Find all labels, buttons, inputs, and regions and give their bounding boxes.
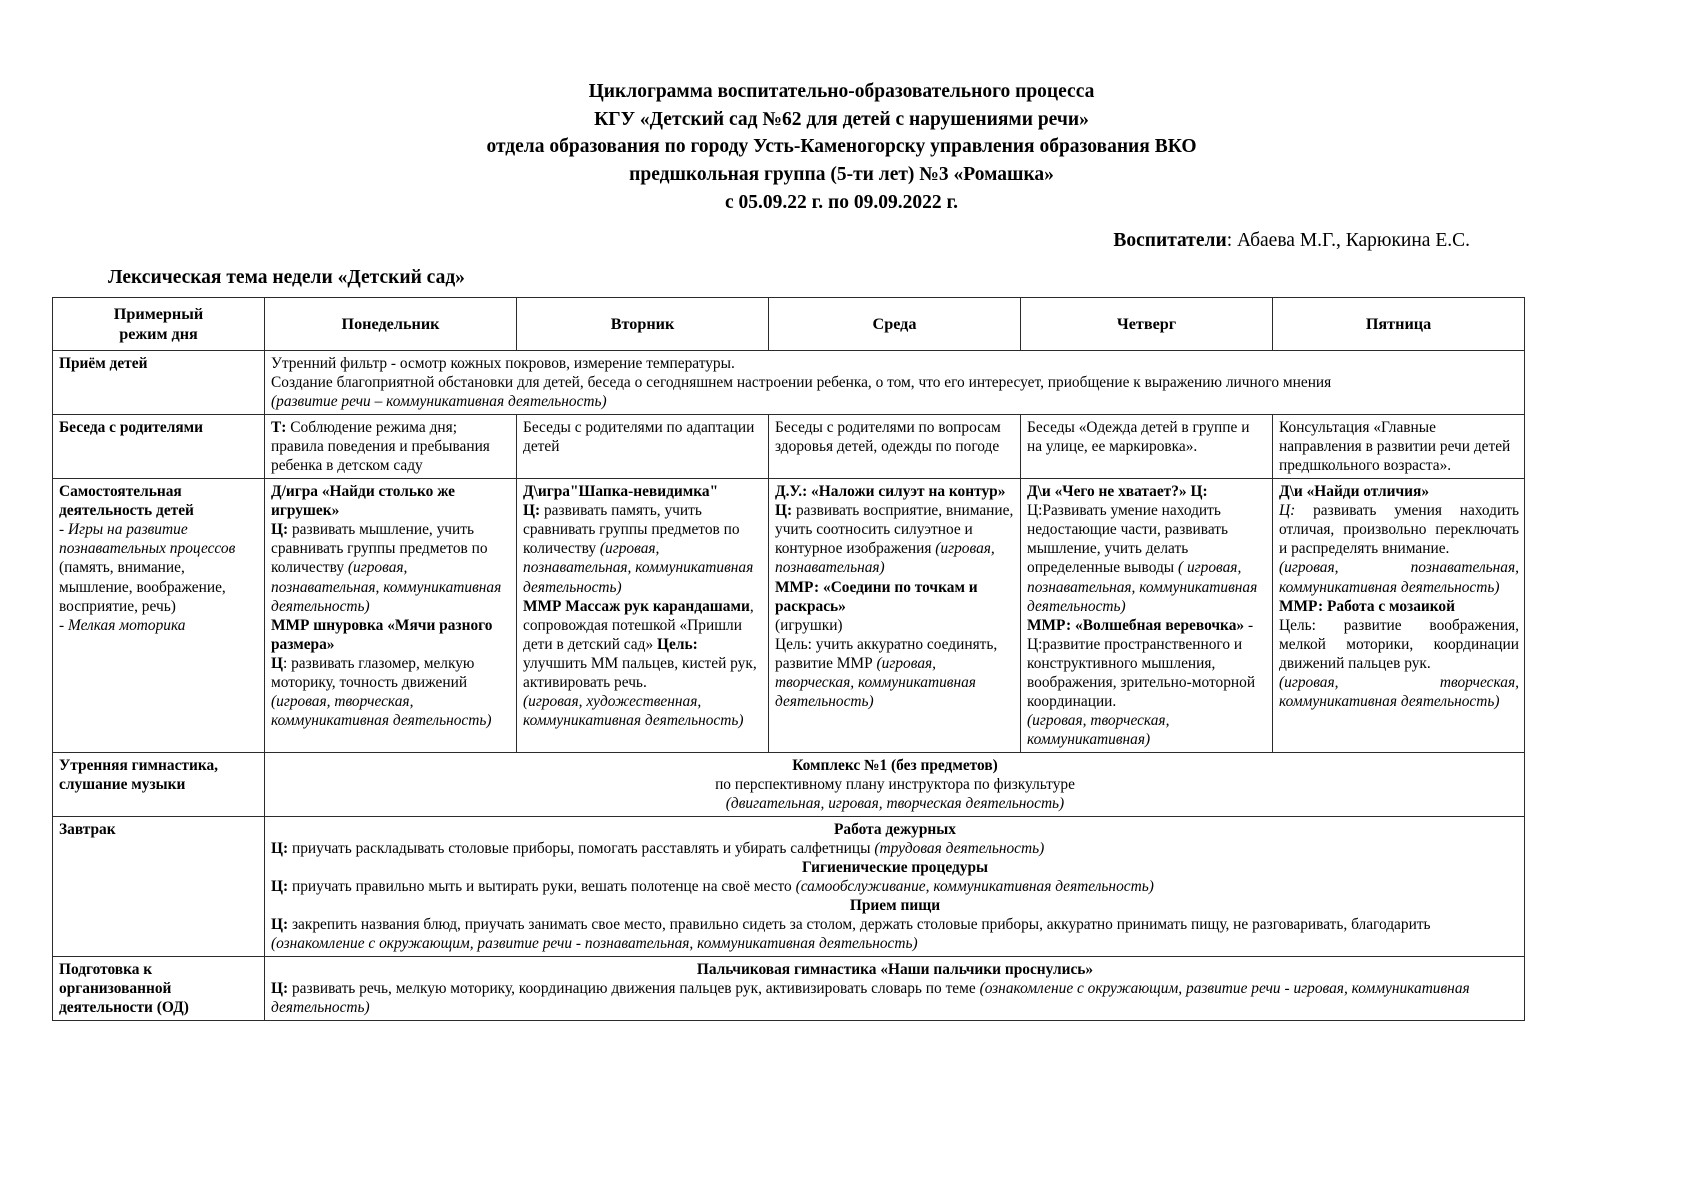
table-row-podgotovka-od — [53, 956, 1525, 1020]
heading-line-3: отдела образования по городу Усть-Каменогорску управления образования ВКО — [486, 136, 1197, 158]
cell-samostoyatelnaya-friday: Д\и «Найди отличия» Ц: развивать умения находить отличая, произвольно переключать и распределять внимание. (игровая, познавательная, коммуникативная деятельность) ММР: Работа с мозаикой Цель: развитие воображения, мелкой моторики, координации движений пальцев рук. (игровая, творческая, коммуникативная деятельность) — [1273, 479, 1525, 752]
table-row-samostoyatelnaya-deyatelnost — [53, 479, 1525, 752]
teachers-line — [0, 216, 1683, 252]
header-cell-tuesday: Вторник — [517, 297, 769, 351]
cell-priem-detey-content: Утренний фильтр - осмотр кожных покровов, измерение температуры. Создание благоприятной обстановки для детей, беседа о сегодняшнем настроении ребенка, о том, что его интересует, приобщение к выражению личного мнения (развитие речи – коммуникативная деятельность) — [265, 351, 1525, 415]
table-row-priem-detey — [53, 351, 1525, 415]
table-row-beseda-s-roditelyami — [53, 415, 1525, 479]
document-heading — [0, 0, 1683, 216]
heading-line-2: КГУ «Детский сад №62 для детей с нарушениями речи» — [594, 108, 1089, 130]
row-label-samostoyatelnaya: Самостоятельная деятельность детей - Игры на развитие познавательных процессов (память, внимание, мышление, воображение, восприятие, речь) - Мелкая моторика — [53, 479, 265, 752]
cell-beseda-tuesday: Беседы с родителями по адаптации детей — [517, 415, 769, 479]
row-label-beseda: Беседа с родителями — [53, 415, 265, 479]
heading-line-1: Циклограмма воспитательно-образовательного процесса — [588, 81, 1095, 102]
row-label-zavtrak: Завтрак — [53, 816, 265, 956]
heading-line-5: с 05.09.22 г. по 09.09.2022 г. — [724, 191, 959, 213]
table-row-utrennyaya-gimnastika — [53, 752, 1525, 816]
table-header-row — [53, 297, 1525, 351]
row-label-gimnastika: Утренняя гимнастика, слушание музыки — [53, 752, 265, 816]
header-cell-wednesday: Среда — [769, 297, 1021, 351]
row-label-podgotovka-od: Подготовка к организованной деятельности (ОД) — [53, 956, 265, 1020]
cell-samostoyatelnaya-tuesday: Д\игра"Шапка-невидимка" Ц: развивать память, учить сравнивать группы предметов по количеству (игровая, познавательная, коммуникативная деятельность) ММР Массаж рук карандашами, сопровождая потешкой «Пришли дети в детский сад» Цель: улучшить ММ пальцев, кистей рук, активировать речь. (игровая, художественная, коммуникативная деятельность) — [517, 479, 769, 752]
heading-line-4: предшкольная группа (5-ти лет) №3 «Ромашка» — [629, 164, 1054, 186]
cell-beseda-thursday: Беседы «Одежда детей в группе и на улице, ее маркировка». — [1021, 415, 1273, 479]
header-cell-monday: Понедельник — [265, 297, 517, 351]
header-cell-thursday: Четверг — [1021, 297, 1273, 351]
lexical-theme: Лексическая тема недели «Детский сад» — [108, 266, 465, 288]
cell-beseda-wednesday: Беседы с родителями по вопросам здоровья детей, одежды по погоде — [769, 415, 1021, 479]
cell-samostoyatelnaya-monday: Д/игра «Найди столько же игрушек» Ц: развивать мышление, учить сравнивать группы предметов по количеству (игровая, познавательная, коммуникативная деятельность) ММР шнуровка «Мячи разного размера» Ц: развивать глазомер, мелкую моторику, точность движений (игровая, творческая, коммуникативная деятельность) — [265, 479, 517, 752]
cell-zavtrak-content: Работа дежурных Ц: приучать раскладывать столовые приборы, помогать расставлять и убирать салфетницы (трудовая деятельность) Гигиенические процедуры Ц: приучать правильно мыть и вытирать руки, вешать полотенце на своё место (самообслуживание, коммуникативная деятельность) Прием пищи Ц: закрепить названия блюд, приучать занимать свое место, правильно сидеть за столом, держать столовые приборы, аккуратно принимать пищу, не разговаривать, благодарить (ознакомление с окружающим, развитие речи - познавательная, коммуникативная деятельность) — [265, 816, 1525, 956]
cyclogram-table — [52, 297, 1525, 1021]
cell-samostoyatelnaya-thursday: Д\и «Чего не хватает?» Ц: Ц:Развивать умение находить недостающие части, развивать мышление, учить делать определенные выводы ( игровая, познавательная, коммуникативная деятельность) ММР: «Волшебная веревочка» - Ц:развитие пространственного и конструктивного мышления, воображения, зрительно-моторной координации. (игровая, творческая, коммуникативная) — [1021, 479, 1273, 752]
cell-beseda-friday: Консультация «Главные направления в развитии речи детей предшкольного возраста». — [1273, 415, 1525, 479]
teachers-names: : Абаева М.Г., Карюкина Е.С. — [1226, 230, 1470, 252]
cell-beseda-monday: Т: Соблюдение режима дня; правила поведения и пребывания ребенка в детском саду — [265, 415, 517, 479]
table-row-zavtrak — [53, 816, 1525, 956]
cell-gimnastika-content: Комплекс №1 (без предметов) по перспективному плану инструктора по физкультуре (двигательная, игровая, творческая деятельность) — [265, 752, 1525, 816]
cell-samostoyatelnaya-wednesday: Д.У.: «Наложи силуэт на контур» Ц: развивать восприятие, внимание, учить соотносить силуэтное и контурное изображения (игровая, познавательная) ММР: «Соедини по точкам и раскрась» (игрушки) Цель: учить аккуратно соединять, развитие ММР (игровая, творческая, коммуникативная деятельность) — [769, 479, 1021, 752]
row-label-priem-detey: Приём детей — [53, 351, 265, 415]
teachers-label: Воспитатели — [1113, 230, 1227, 252]
header-cell-schedule: Примерный режим дня — [53, 297, 265, 351]
cell-podgotovka-od-content: Пальчиковая гимнастика «Наши пальчики проснулись» Ц: развивать речь, мелкую моторику, координацию движения пальцев рук, активизировать словарь по теме (ознакомление с окружающим, развитие речи - игровая, коммуникативная деятельность) — [265, 956, 1525, 1020]
header-cell-friday: Пятница — [1273, 297, 1525, 351]
